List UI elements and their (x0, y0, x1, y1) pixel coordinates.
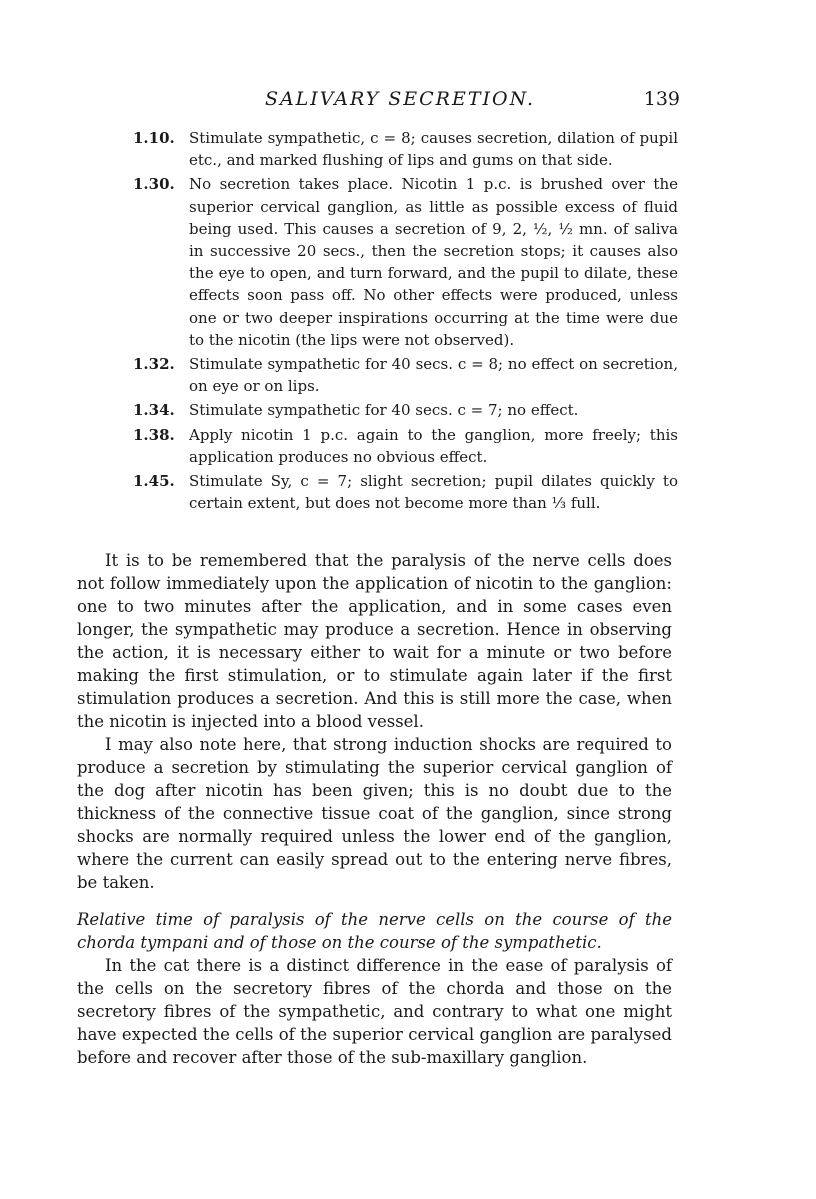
log-entry (133, 173, 678, 351)
log-time: 1.10. (133, 129, 175, 147)
log-entry (133, 424, 678, 468)
log-text: Stimulate sympathetic for 40 secs. c = 7; no effect. (189, 401, 579, 420)
log-entry (133, 470, 678, 514)
experiment-log (133, 127, 678, 516)
log-text: Stimulate Sy, c = 7; slight secretion; pupil dilates quickly to certain extent, but does not become more than ⅓ full. (189, 472, 678, 513)
log-text: Apply nicotin 1 p.c. again to the ganglion, more freely; this application produces no obvious effect. (189, 425, 678, 466)
paragraph: It is to be remembered that the paralysis of the nerve cells does not follow immediately upon the application of nicotin to the ganglion: one to two minutes after the application, and in some cases even longer, the sympathetic may produce a secretion. Hence in observing the action, it is necessary either to wait for a minute or two before making the first stimulation, or to stimulate again later if the first stimulation produces a secretion. And this is still more the case, when the nicotin is injected into a blood vessel. (77, 551, 672, 731)
log-time: 1.30. (133, 175, 175, 194)
log-time: 1.45. (133, 472, 175, 491)
log-text: Stimulate sympathetic, c = 8; causes secretion, dilation of pupil etc., and marked flushing of lips and gums on that side. (189, 129, 678, 170)
page-header (120, 88, 680, 118)
log-entry (133, 127, 678, 171)
page-number: 139 (643, 88, 680, 110)
log-entry (133, 399, 678, 421)
log-time: 1.38. (133, 425, 175, 444)
log-text: No secretion takes place. Nicotin 1 p.c. is brushed over the superior cervical ganglion, as little as possible excess of fluid being used. This causes a secretion of 9, 2, ½, ½ mn. of saliva in successive 20 secs., then the secretion stops; it causes also the eye to open, and turn forward, and the pupil to dilate, these effects soon pass off. No other effects were produced, unless one or two deeper inspirations occurring at the time were due to the nicotin (the lips were not observed). (189, 175, 678, 349)
log-entry (133, 353, 678, 397)
log-text: Stimulate sympathetic for 40 secs. c = 8; no effect on secretion, on eye or on lips. (189, 355, 678, 396)
running-title: SALIVARY SECRETION. (264, 88, 536, 110)
body-text (77, 549, 672, 1069)
paragraph: In the cat there is a distinct difference in the ease of paralysis of the cells on the secretory fibres of the chorda and those on the secretory fibres of the sympathetic, and contrary to what one might have expected the cells of the superior cervical ganglion are paralysed before and recover after those of the sub-maxillary ganglion. (77, 956, 672, 1067)
log-time: 1.32. (133, 355, 175, 374)
log-time: 1.34. (133, 401, 175, 420)
paragraph: I may also note here, that strong induction shocks are required to produce a secretion by stimulating the superior cervical ganglion of the dog after nicotin has been given; this is no doubt due to the thickness of the connective tissue coat of the ganglion, since strong shocks are normally required unless the lower end of the ganglion, where the current can easily spread out to the entering nerve fibres, be taken. (77, 735, 672, 892)
section-heading: Relative time of paralysis of the nerve cells on the course of the chorda tympani and of those on the course of the sympathetic. (77, 910, 672, 952)
